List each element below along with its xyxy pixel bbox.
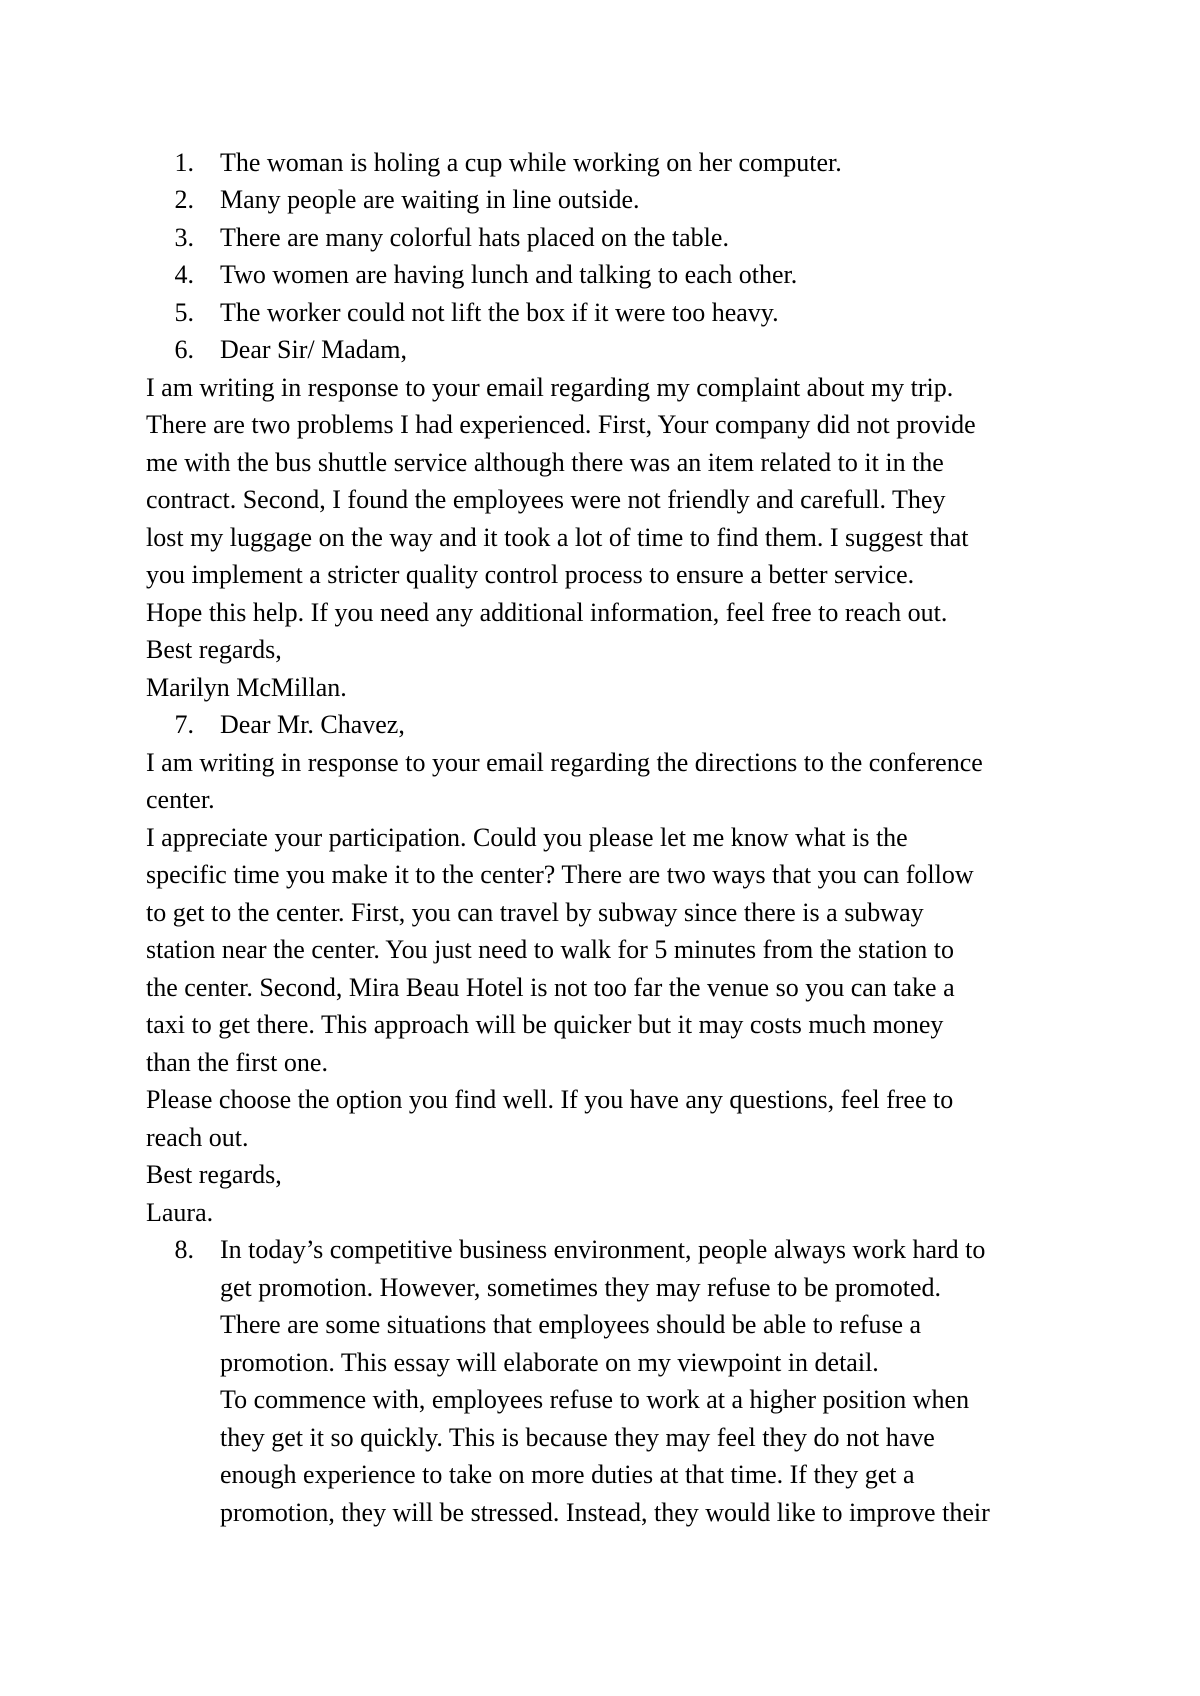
- letter1-line: I am writing in response to your email regarding my complaint about my trip.: [146, 373, 954, 402]
- list-text: In today’s competitive business environment, people always work hard to: [220, 1235, 986, 1264]
- letter2-signature: Laura.: [146, 1198, 214, 1227]
- list-text: Dear Mr. Chavez,: [220, 710, 405, 739]
- list-number: 4.: [174, 260, 194, 289]
- letter1-line: you implement a stricter quality control process to ensure a better service.: [146, 560, 915, 589]
- list-number: 7.: [174, 710, 194, 739]
- letter1-line: me with the bus shuttle service although there was an item related to it in the: [146, 448, 944, 477]
- letter2-line: specific time you make it to the center? There are two ways that you can follow: [146, 860, 974, 889]
- letter2-line: to get to the center. First, you can travel by subway since there is a subway: [146, 898, 924, 927]
- list-text: The worker could not lift the box if it were too heavy.: [220, 298, 779, 327]
- essay-line: promotion, they will be stressed. Instead, they would like to improve their: [220, 1498, 990, 1527]
- essay-line: enough experience to take on more duties at that time. If they get a: [220, 1460, 915, 1489]
- list-number: 6.: [174, 335, 194, 364]
- letter2-line: the center. Second, Mira Beau Hotel is not too far the venue so you can take a: [146, 973, 955, 1002]
- list-number: 5.: [174, 298, 194, 327]
- essay-line: they get it so quickly. This is because they may feel they do not have: [220, 1423, 935, 1452]
- essay-line: promotion. This essay will elaborate on my viewpoint in detail.: [220, 1348, 879, 1377]
- letter2-line: than the first one.: [146, 1048, 328, 1077]
- letter1-line: There are two problems I had experienced. First, Your company did not provide: [146, 410, 976, 439]
- list-number: 2.: [174, 185, 194, 214]
- letter2-line: Please choose the option you find well. If you have any questions, feel free to: [146, 1085, 954, 1114]
- letter2-line: taxi to get there. This approach will be quicker but it may costs much money: [146, 1010, 944, 1039]
- letter1-signature: Marilyn McMillan.: [146, 673, 347, 702]
- letter2-line: center.: [146, 785, 215, 814]
- essay-line: To commence with, employees refuse to work at a higher position when: [220, 1385, 970, 1414]
- letter1-line: contract. Second, I found the employees were not friendly and carefull. They: [146, 485, 946, 514]
- list-number: 8.: [174, 1235, 194, 1264]
- list-text: Two women are having lunch and talking to each other.: [220, 260, 798, 289]
- list-number: 1.: [174, 148, 194, 177]
- list-text: The woman is holing a cup while working on her computer.: [220, 148, 842, 177]
- essay-line: There are some situations that employees should be able to refuse a: [220, 1310, 922, 1339]
- letter2-line: station near the center. You just need to walk for 5 minutes from the station to: [146, 935, 955, 964]
- list-text: Dear Sir/ Madam,: [220, 335, 408, 364]
- letter1-line: lost my luggage on the way and it took a lot of time to find them. I suggest that: [146, 523, 969, 552]
- letter2-closing: Best regards,: [146, 1160, 282, 1189]
- list-text: Many people are waiting in line outside.: [220, 185, 640, 214]
- letter2-line: reach out.: [146, 1123, 249, 1152]
- essay-line: get promotion. However, sometimes they may refuse to be promoted.: [220, 1273, 942, 1302]
- letter2-line: I appreciate your participation. Could you please let me know what is the: [146, 823, 908, 852]
- letter2-line: I am writing in response to your email regarding the directions to the conference: [146, 748, 983, 777]
- list-text: There are many colorful hats placed on the table.: [220, 223, 729, 252]
- letter1-line: Hope this help. If you need any additional information, feel free to reach out.: [146, 598, 948, 627]
- list-number: 3.: [174, 223, 194, 252]
- letter1-closing: Best regards,: [146, 635, 282, 664]
